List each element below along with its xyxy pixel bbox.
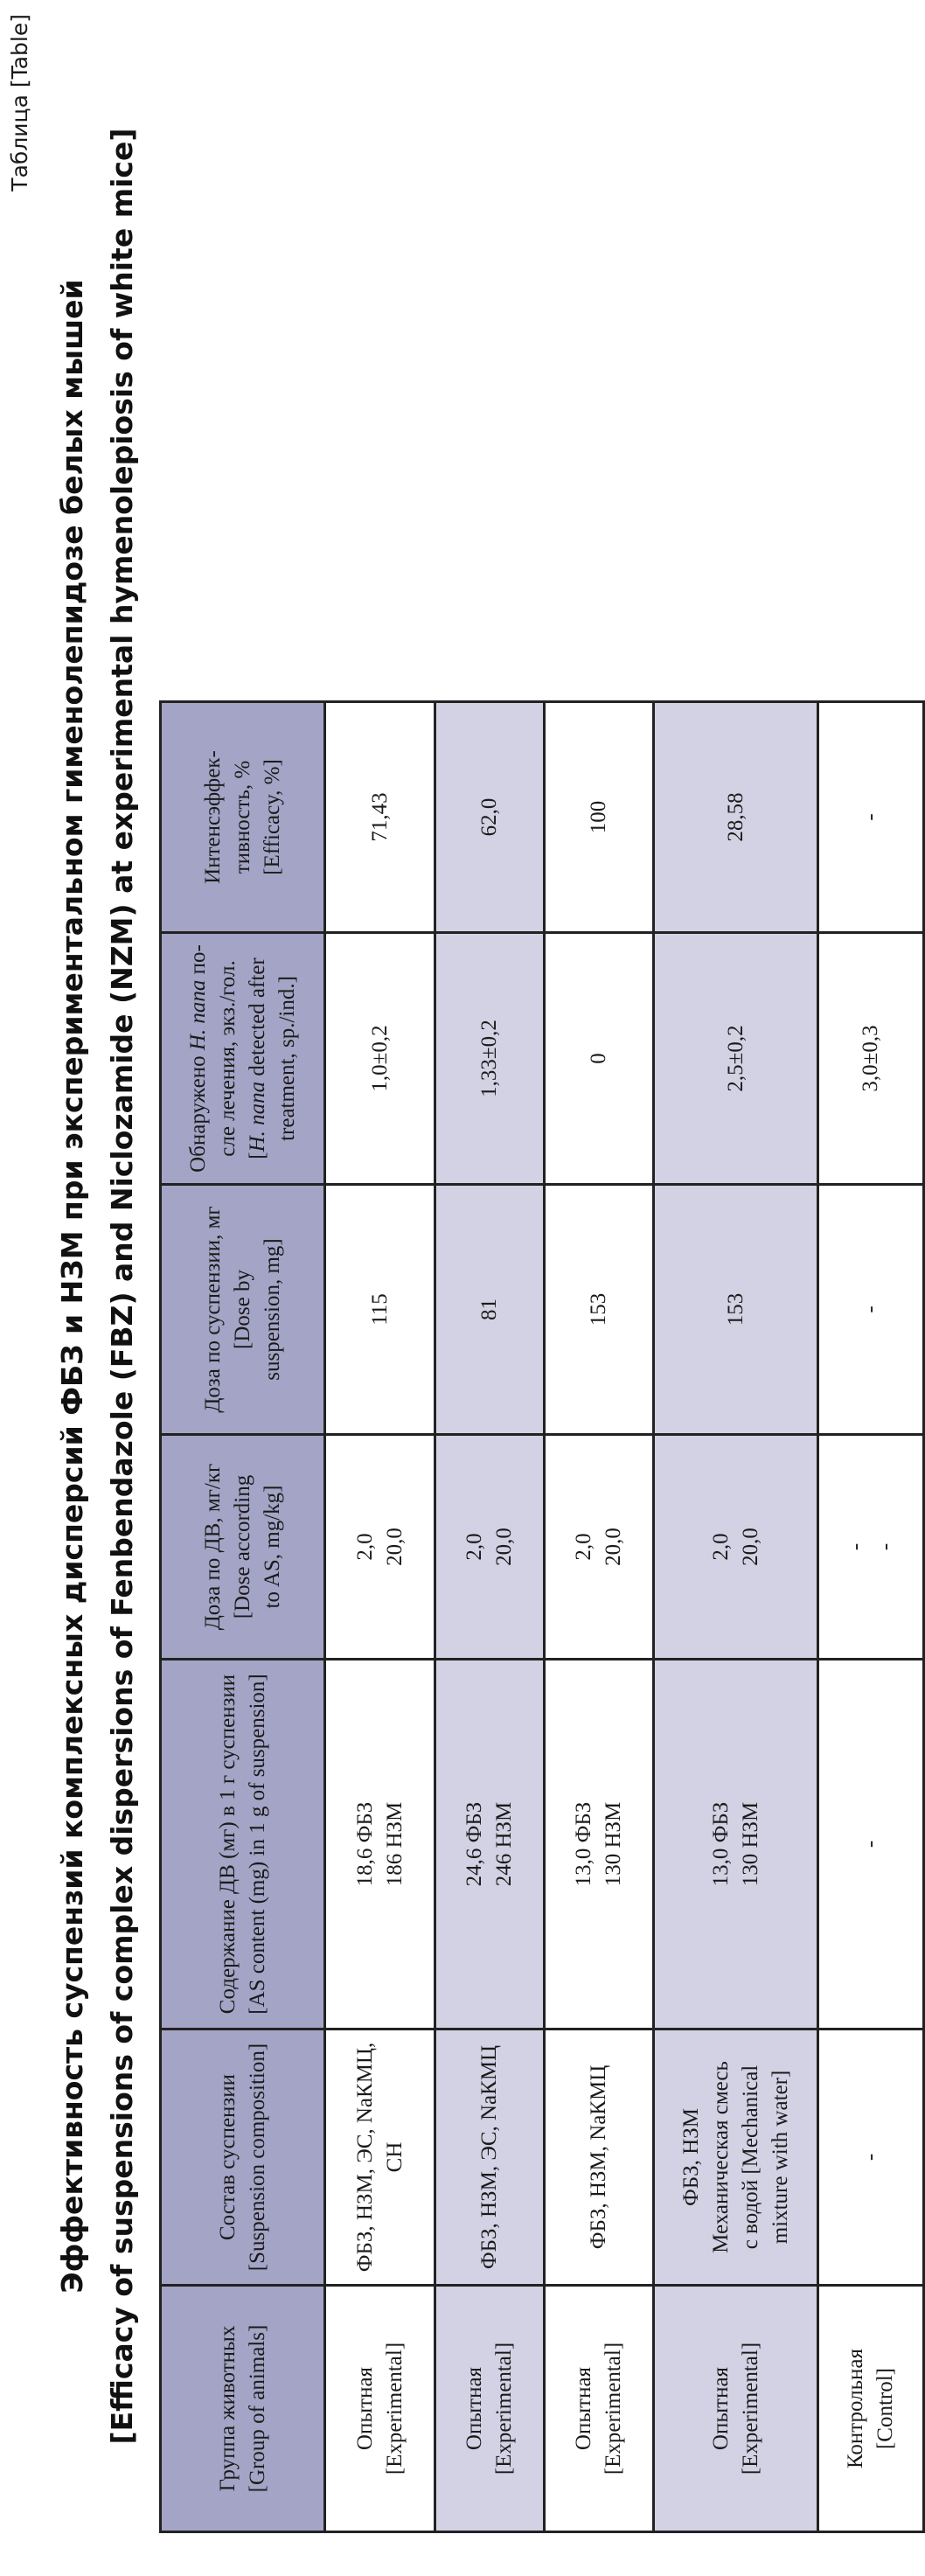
cell-efficacy: - <box>818 702 924 933</box>
table-row <box>545 702 654 2532</box>
header-efficacy: Интенсэффек- тивность, % [Efficacy, %] <box>161 702 325 933</box>
cell-efficacy: 71,43 <box>325 702 435 933</box>
cell-content: 13,0 ФБЗ 130 НЗМ <box>654 1660 818 2029</box>
cell-dose-as: 2,0 20,0 <box>435 1435 545 1660</box>
cell-detected: 1,0±0,2 <box>325 933 435 1185</box>
cell-detected: 1,33±0,2 <box>435 933 545 1185</box>
cell-group: Опытная [Experimental] <box>545 2286 654 2532</box>
cell-content: 24,6 ФБЗ 246 НЗМ <box>435 1660 545 2029</box>
table-row <box>325 702 435 2532</box>
cell-dose-suspension: 153 <box>654 1185 818 1435</box>
table-header-row <box>161 702 325 2532</box>
table-title-english: [Efficacy of suspensions of complex dispersions of Fenbendazole (FBZ) and Niclozamide (NZM) at experimental hymenolepiosis of white mice] <box>105 128 139 2445</box>
cell-detected: 0 <box>545 933 654 1185</box>
cell-content: - <box>818 1660 924 2029</box>
cell-detected: 3,0±0,3 <box>818 933 924 1185</box>
cell-dose-as: 2,0 20,0 <box>325 1435 435 1660</box>
header-detected: Обнаружено H. nana по- сле лечения, экз./гол. [H. nana detected after treatment, sp./ind.] <box>161 933 325 1185</box>
header-composition: Состав суспензии [Suspension composition] <box>161 2029 325 2286</box>
header-dose-as: Доза по ДВ, мг/кг [Dose according to AS, mg/kg] <box>161 1435 325 1660</box>
cell-content: 18,6 ФБЗ 186 НЗМ <box>325 1660 435 2029</box>
header-group: Группа животных [Group of animals] <box>161 2286 325 2532</box>
efficacy-table <box>159 700 925 2533</box>
cell-composition: - <box>818 2029 924 2286</box>
cell-composition: ФБЗ, НЗМ, ЭС, NaКМЦ <box>435 2029 545 2286</box>
cell-dose-as: 2,0 20,0 <box>654 1435 818 1660</box>
cell-group: Опытная [Experimental] <box>435 2286 545 2532</box>
cell-group: Опытная [Experimental] <box>325 2286 435 2532</box>
cell-efficacy: 28,58 <box>654 702 818 933</box>
cell-efficacy: 62,0 <box>435 702 545 933</box>
table-row <box>818 702 924 2532</box>
cell-composition: ФБЗ, НЗМ Механическая смесь с водой [Mechanical mixture with water] <box>654 2029 818 2286</box>
cell-dose-suspension: 81 <box>435 1185 545 1435</box>
cell-dose-suspension: 115 <box>325 1185 435 1435</box>
header-content: Содержание ДВ (мг) в 1 г суспензии [AS content (mg) in 1 g of suspension] <box>161 1660 325 2029</box>
table-caption-label: Таблица [Table] <box>7 14 32 191</box>
cell-dose-as: - - <box>818 1435 924 1660</box>
table-title-russian: Эффективность суспензий комплексных дисперсий ФБЗ и НЗМ при экспериментальном гименолепидозе белых мышей <box>55 279 89 2294</box>
header-dose-suspension: Доза по суспензии, мг [Dose by suspension, mg] <box>161 1185 325 1435</box>
cell-composition: ФБЗ, НЗМ, NaКМЦ <box>545 2029 654 2286</box>
cell-composition: ФБЗ, НЗМ, ЭС, NaКМЦ, СН <box>325 2029 435 2286</box>
cell-dose-suspension: 153 <box>545 1185 654 1435</box>
cell-efficacy: 100 <box>545 702 654 933</box>
table-row <box>435 702 545 2532</box>
cell-dose-as: 2,0 20,0 <box>545 1435 654 1660</box>
cell-detected: 2,5±0,2 <box>654 933 818 1185</box>
cell-dose-suspension: - <box>818 1185 924 1435</box>
cell-group: Опытная [Experimental] <box>654 2286 818 2532</box>
cell-group: Контрольная [Control] <box>818 2286 924 2532</box>
table-row <box>654 702 818 2532</box>
cell-content: 13,0 ФБЗ 130 НЗМ <box>545 1660 654 2029</box>
